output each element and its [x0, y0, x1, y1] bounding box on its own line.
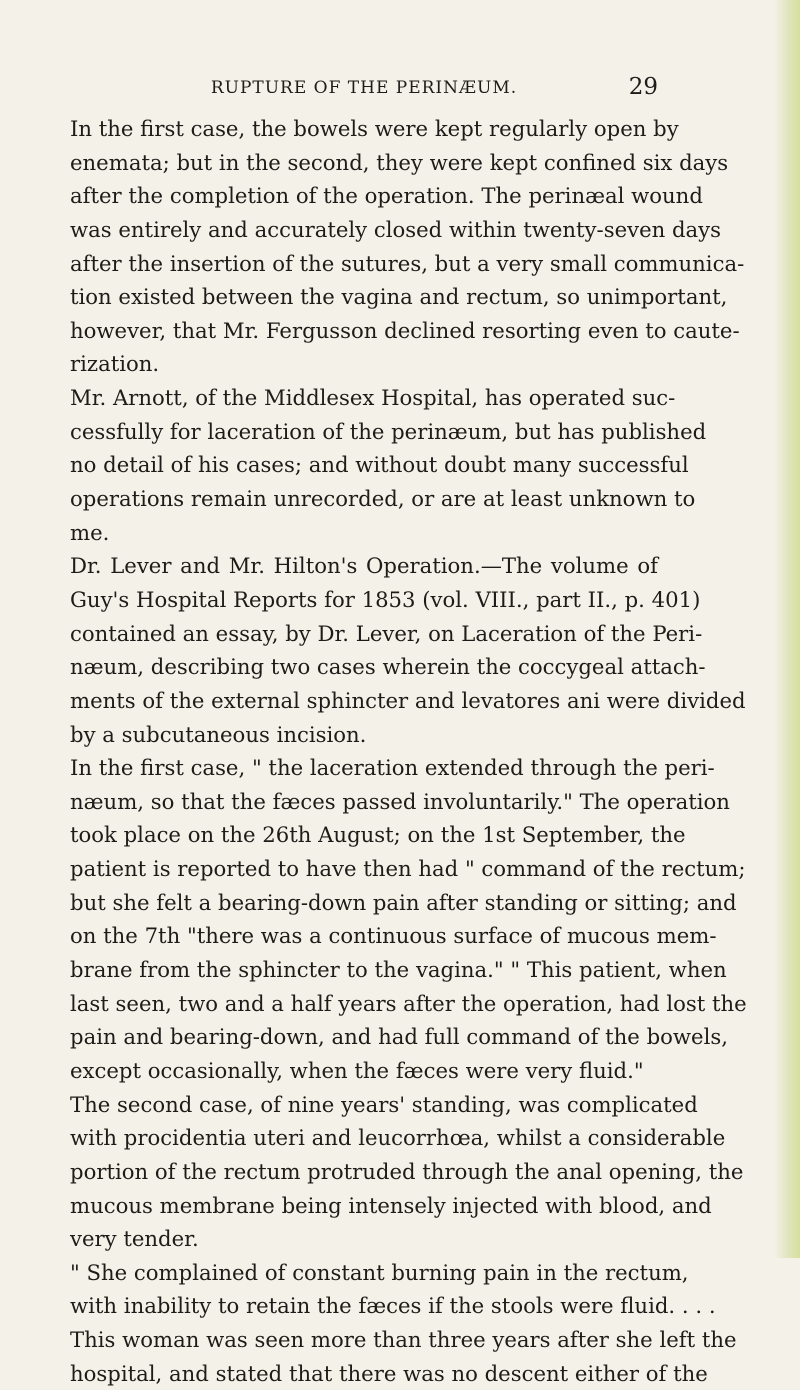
text-line: with inability to retain the fæces if the stools were fluid. . . .: [70, 1293, 716, 1319]
text-line: næum, describing two cases wherein the coccygeal attach-: [70, 654, 706, 680]
text-line: very tender.: [70, 1226, 199, 1252]
text-line: The second case, of nine years' standing, was complicated: [70, 1091, 698, 1117]
text-line: hospital, and stated that there was no descent either of the: [70, 1360, 708, 1386]
text-line: after the insertion of the sutures, but a very small communica-: [70, 250, 745, 276]
text-line: This woman was seen more than three years after she left the: [70, 1327, 737, 1353]
text-line: was entirely and accurately closed within twenty-seven days: [70, 216, 722, 242]
text-line: " She complained of constant burning pain in the rectum,: [70, 1259, 689, 1285]
text-line: Guy's Hospital Reports for 1853 (vol. VIII., part II., p. 401): [70, 586, 701, 612]
book-page: [70, 74, 747, 1390]
text-line: with procidentia uteri and leucorrhœa, whilst a considerable: [70, 1125, 726, 1151]
text-line: on the 7th "there was a continuous surface of mucous mem-: [70, 923, 717, 949]
text-line: operations remain unrecorded, or are at least unknown to: [70, 486, 696, 512]
running-head: RUPTURE OF THE PERINÆUM.: [210, 78, 518, 98]
text-line: took place on the 26th August; on the 1st September, the: [70, 822, 686, 848]
text-line: mucous membrane being intensely injected with blood, and: [70, 1192, 712, 1218]
page-number: 29: [628, 74, 658, 100]
text-line: me.: [70, 519, 110, 545]
text-line: by a subcutaneous incision.: [70, 721, 367, 747]
text-line: last seen, two and a half years after the operation, had lost the: [70, 990, 747, 1016]
text-line: no detail of his cases; and without doubt many successful: [70, 452, 689, 478]
text-line: pain and bearing-down, and had full command of the bowels,: [70, 1024, 728, 1050]
text-line: tion existed between the vagina and rectum, so unimportant,: [70, 284, 728, 310]
text-line: portion of the rectum protruded through the anal opening, the: [70, 1158, 744, 1184]
body-text: [70, 112, 747, 1390]
text-line: after the completion of the operation. The perinæal wound: [70, 183, 703, 209]
text-line: except occasionally, when the fæces were very fluid.": [70, 1057, 644, 1083]
text-line: Dr. Lever and Mr. Hilton's Operation.—The volume of: [70, 553, 658, 579]
text-line: but she felt a bearing-down pain after standing or sitting; and: [70, 889, 737, 915]
text-line: however, that Mr. Fergusson declined resorting even to caute-: [70, 317, 740, 343]
text-line: enemata; but in the second, they were kept confined six days: [70, 149, 729, 175]
text-line: In the first case, " the laceration extended through the peri-: [70, 755, 715, 781]
page-header: [70, 74, 658, 112]
text-line: In the first case, the bowels were kept regularly open by: [70, 116, 679, 141]
text-line: rization.: [70, 351, 160, 377]
text-line: patient is reported to have then had " command of the rectum;: [70, 856, 746, 882]
text-line: ments of the external sphincter and levatores ani were divided: [70, 687, 746, 713]
page-edge-shading: [774, 0, 800, 1258]
text-line: brane from the sphincter to the vagina." " This patient, when: [70, 957, 727, 983]
text-line: cessfully for laceration of the perinæum, but has published: [70, 418, 707, 444]
text-line: Mr. Arnott, of the Middlesex Hospital, has operated suc-: [70, 385, 676, 411]
text-line: næum, so that the fæces passed involuntarily." The operation: [70, 788, 730, 814]
text-line: contained an essay, by Dr. Lever, on Laceration of the Peri-: [70, 620, 703, 646]
